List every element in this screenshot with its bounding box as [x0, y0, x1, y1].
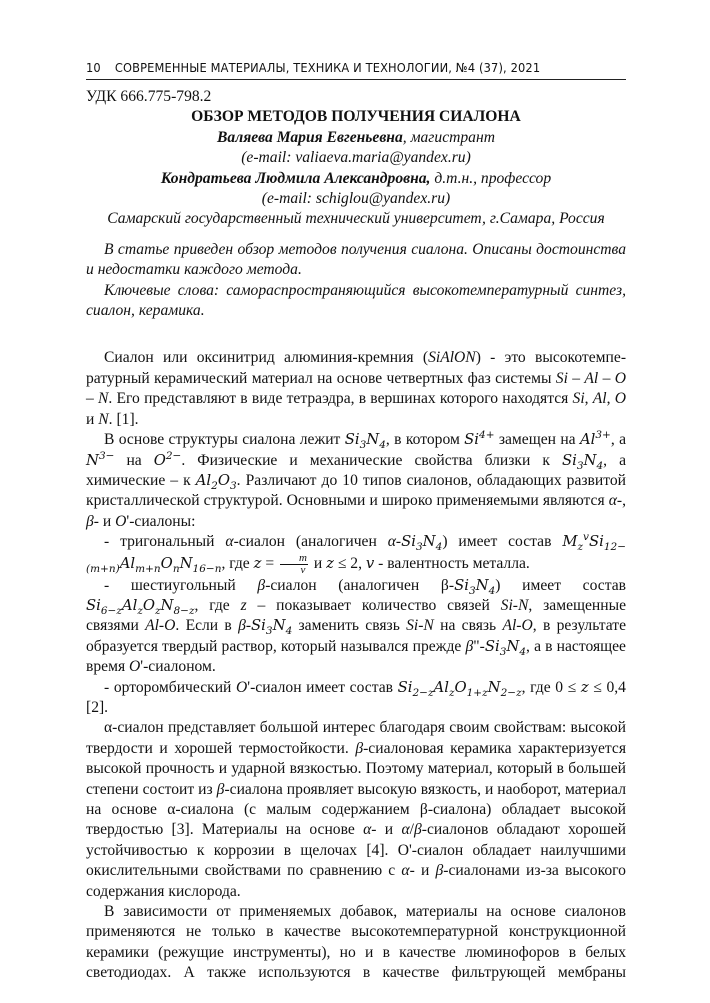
author-1-email: (e-mail: valiaeva.maria@yandex.ru): [241, 149, 471, 167]
journal-title: СОВРЕМЕННЫЕ МАТЕРИАЛЫ, ТЕХНИКА И ТЕХНОЛОГИИ, №4 (37), 2021: [114, 60, 541, 75]
abstract: В статье приведен обзор методов получения сиалона. Описаны достоинства и недостатки каждого метода.: [86, 240, 626, 279]
paragraph-3: α-сиалон представляет большой интерес благодаря своим свойствам: высокой твердости и хорошей термостойкости. β-сиалоновая керамика характеризуется высокой прочность и ударной вязкостью. Поэтому материал, который в большей степени состоит из β-сиалона проявляет высокую вязкость, и наоборот, материал на основе α-сиалона (с малым содержанием β-сиалона) обладает высокой твердостью [3]. Материалы на основе α- и α/β-сиалонов обладают хорошей устойчивостью к коррозии в щелочах [4]. O'-сиалон обладает наилучшими окислительными свойствами по сравнению с α- и β-сиалонами из-за высокого содержания кислорода.: [86, 719, 626, 900]
author-2: [86, 169, 626, 189]
author-1-role: , магистрант: [402, 128, 495, 146]
author-2-role: д.т.н., профессор: [430, 169, 552, 187]
article-title: ОБЗОР МЕТОДОВ ПОЛУЧЕНИЯ СИАЛОНА: [191, 108, 521, 126]
page-number: 10: [86, 60, 101, 75]
author-2-email: (e-mail: schiglou@yandex.ru): [261, 190, 451, 208]
author-2-name: Кондратьева Людмила Александровна,: [160, 169, 431, 187]
paragraph-beta-sialon: - шестиугольный β-сиалон (аналогичен $\beta-Si_3N_4$) имеет состав $Si_{6-z}Al_zO_zN_{8-z}$, где z – показывает количество связей Si-N, замещенные связями Al-O. Если в $\beta-Si_3N_4$ заменить связь Si-N на связь Al-O, в результате образуется твердый раствор, который назывался прежде $\beta"-Si_3N_4$, а в настоящее время O'-сиалоном.: [86, 576, 627, 676]
abstract-block: [86, 240, 626, 322]
udc-code: УДК 666.775-798.2: [86, 88, 212, 105]
article-page: [86, 58, 626, 984]
author-1-name: Валяева Мария Евгеньевна: [217, 128, 403, 146]
paragraph-2: В основе структуры сиалона лежит $Si_3N_4$, в котором $Si^{4+}$ замещен на $Al^{3+}$, а $N^{3-}$ на $O^{2-}$. Физические и механические свойства близки к $Si_3N_4$, а химические – к $Al_2O_3$. Различают до 10 типов сиалонов, обладающих развитой кристаллической структурой. Основными и широко применяемыми являются α-, β- и O'-сиалоны:: [86, 429, 627, 530]
keywords: Ключевые слова: самораспространяющийся высокотемпературный синтез, сиалон, керамика.: [86, 281, 626, 320]
paragraph-4: В зависимости от применяемых добавок, материалы на основе сиалонов применяются не только в качестве высокотемпературной конструкционной керамики (режущие инструменты), но и в качестве люминофоров в белых светодиодах. А также используются в качестве фильтрующей мембраны: [86, 903, 626, 982]
author-1: [86, 128, 626, 148]
paragraph-alpha-sialon: - тригональный α-сиалон (аналогичен $\alpha-Si_3N_4$) имеет состав $M_z^vSi_{12-(m+n)}Al_{m+n}O_nN_{16-n}$, где z = $\frac{m}{v}$ и z ≤ 2, v - валентность металла.: [86, 531, 627, 576]
affiliation: Самарский государственный технический университет, г.Самара, Россия: [107, 210, 605, 228]
running-header: [86, 58, 626, 80]
article-body: [86, 348, 626, 983]
paragraph-o-sialon: - орторомбический O'-сиалон имеет состав $Si_{2-z}Al_zO_{1+z}N_{2-z}$, где 0 ≤ z ≤ 0,4 [2].: [86, 678, 626, 716]
paragraph-1: Сиалон или оксинитрид алюминия-кремния (SiAlON) - это высокотемпературный керамический материал на основе четвертных фаз системы Si – Al – O – N. Его представляют в виде тетраэдра, в вершинах которого находятся Si, Al, O и N. [1].: [86, 349, 627, 428]
